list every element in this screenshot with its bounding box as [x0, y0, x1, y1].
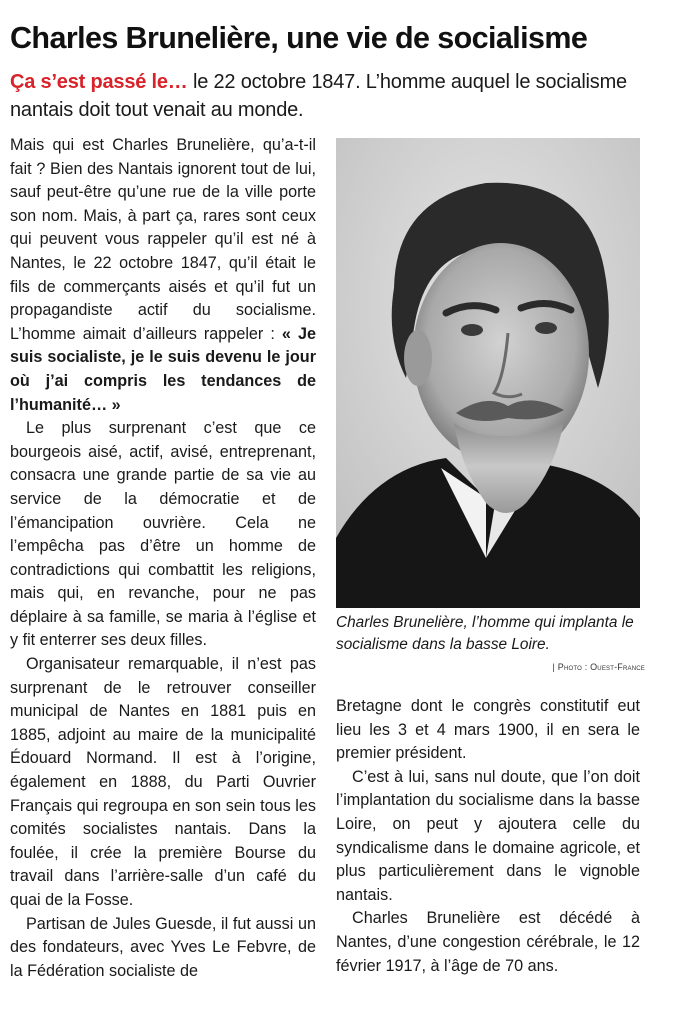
- paragraph-3: Organisateur remarquable, il n’est pas surprenant de le retrouver conseiller municipal de Nantes en 1881 puis en 1885, adjoint au maire de la municipalité Édouard Normand. Il est à l’origine, également en 1888, du Parti Ouvrier Français qui regroupa en son sein tous les comités socialistes nantais. Dans la foulée, il crée la première Bourse du travail dans l’arrière-salle d’un café du quai de la Fosse.: [10, 655, 316, 909]
- lede: [10, 68, 680, 124]
- paragraph-4: Partisan de Jules Guesde, il fut aussi un des fondateurs, avec Yves Le Febvre, de la Fédération socialiste de: [10, 914, 316, 980]
- portrait-photo: [336, 138, 640, 608]
- paragraph-6: C’est à lui, sans nul doute, que l’on doit l’implantation du socialisme dans la basse Loire, on peut y ajoutera celle du syndicalisme dans le domaine agricole, et plus particulièrement dans le vignoble nantais.: [336, 767, 640, 904]
- photo-caption: Charles Brunelière, l’homme qui implanta le socialisme dans la basse Loire.: [336, 614, 634, 653]
- portrait-illustration: [336, 138, 640, 608]
- lede-kicker: Ça s’est passé le…: [10, 71, 188, 93]
- paragraph-7: Charles Brunelière est décédé à Nantes, d’une congestion cérébrale, le 12 février 1917, à l’âge de 70 ans.: [336, 909, 640, 975]
- article-column-right: [336, 695, 640, 978]
- photo-credit: | Photo : Ouest-France: [552, 662, 645, 672]
- lede-text: le 22 octobre 1847. L’homme auquel le socialisme nantais doit tout venait au monde.: [10, 71, 627, 121]
- paragraph-1: [10, 134, 316, 417]
- paragraph-1-text: Mais qui est Charles Brunelière, qu’a-t-il fait ? Bien des Nantais ignorent tout de lui, sauf peut-être qu’une rue de la ville porte son nom. Mais, à part ça, rares sont ceux qui peuvent vous rappeler qu’il est né à Nantes, le 22 octobre 1847, qu’il était le fils de commerçants aisés et qu’il fut un propagandiste actif du socialisme. L’homme aimait d’ailleurs rappeler :: [10, 136, 316, 343]
- article-column-left: [10, 134, 316, 983]
- paragraph-2: Le plus surprenant c’est que ce bourgeois aisé, actif, avisé, entreprenant, consacra une grande partie de sa vie au service de la démocratie et de l’émancipation ouvrière. Cela ne l’empêcha pas d’être un homme de contradictions qui combattit les religions, mais qui, en revanche, pour ne pas déplaire à sa famille, se maria à l’église et y fit enterrer ses deux filles.: [10, 419, 316, 650]
- paragraph-5: Bretagne dont le congrès constitutif eut lieu les 3 et 4 mars 1900, il en sera le premier président.: [336, 697, 640, 763]
- pull-quote: « Je suis socialiste, je le suis devenu le jour où j’ai compris les tendances de l’humanité… »: [10, 324, 316, 414]
- headline: Charles Brunelière, une vie de socialisme: [10, 21, 588, 55]
